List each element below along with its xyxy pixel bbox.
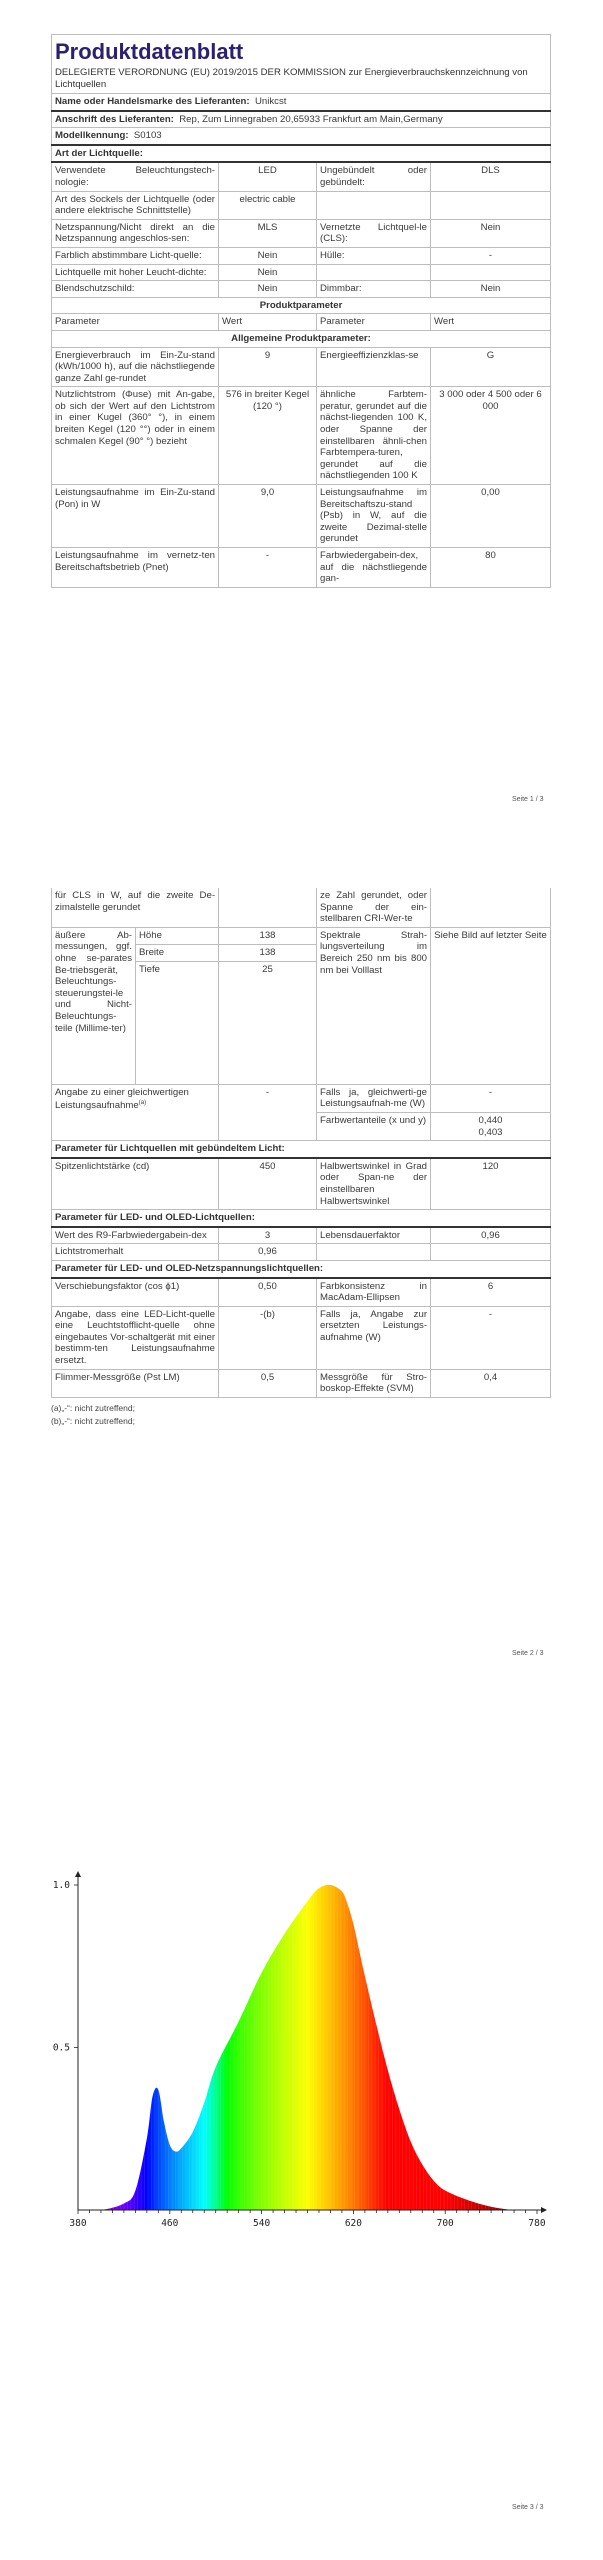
- column-header: Wert: [219, 314, 317, 331]
- table-cell: [317, 264, 431, 281]
- table-row: [52, 347, 551, 387]
- table-cell: [431, 264, 551, 281]
- table-cell: Verwendete Beleuchtungstech-nologie:: [52, 162, 219, 191]
- datasheet-table-page-1: [51, 34, 551, 588]
- led-oled-heading: Parameter für LED- und OLED-Lichtquellen:: [52, 1210, 551, 1227]
- supplier-address-label: Anschrift des Lieferanten:: [55, 113, 174, 125]
- x-axis-arrow: [541, 2207, 547, 2213]
- y-tick-label: 1.0: [52, 1880, 70, 1891]
- table-row: [52, 1227, 551, 1244]
- table-cell: Messgröße für Stro-boskop-Effekte (SVM): [317, 1369, 431, 1397]
- x-tick-label: 540: [253, 2218, 271, 2229]
- table-cell: -: [219, 548, 317, 588]
- column-header: Wert: [431, 314, 551, 331]
- column-header: Parameter: [317, 314, 431, 331]
- table-cell: Falls ja, Angabe zur ersetzten Leistungs-aufnahme (W): [317, 1306, 431, 1369]
- model-value: S0103: [133, 130, 162, 142]
- page-number: Seite 2 / 3: [512, 1650, 544, 1657]
- table-cell: 80: [431, 548, 551, 588]
- table-cell: Ungebündelt oder gebündelt:: [317, 162, 431, 191]
- table-cell: [431, 888, 551, 927]
- table-cell: Wert des R9-Farbwiedergabein-dex: [52, 1227, 219, 1244]
- table-cell: Angabe, dass eine LED-Licht-quelle eine Leuchtstofflicht-quelle ohne eingebautes Vor-schaltgerät mit einer bestimm-ten Leistungsaufnahme ersetzt.: [52, 1306, 219, 1369]
- table-cell: 576 in breiter Kegel (120 °): [219, 387, 317, 485]
- table-cell: Verschiebungsfaktor (cos ϕ1): [52, 1278, 219, 1307]
- spectrum-area: [78, 1885, 537, 2211]
- table-cell: 138: [219, 927, 317, 944]
- spectrum-chart: [0, 1820, 603, 2300]
- table-cell: Blendschutzschild:: [52, 281, 219, 298]
- table-cell: 450: [219, 1158, 317, 1210]
- table-cell: Nein: [219, 247, 317, 264]
- table-cell: 0,50: [219, 1278, 317, 1307]
- table-cell: [219, 888, 317, 927]
- table-cell: LED: [219, 162, 317, 191]
- table-cell: 0,4: [431, 1369, 551, 1397]
- table-cell: Vernetzte Lichtquel-le (CLS):: [317, 219, 431, 247]
- table-row: [52, 1369, 551, 1397]
- table-cell: [317, 191, 431, 219]
- page-number: Seite 1 / 3: [512, 796, 544, 803]
- page-title: Produktdatenblatt: [55, 39, 244, 64]
- dimensions-label: äußere Ab-messungen, ggf. ohne se-parates Be-triebsgerät, Beleuchtungs-steuerungstei-le und Nicht-Beleuchtungs-teile (Millime-ter): [52, 927, 136, 1084]
- footnote-ref: (a): [138, 1100, 147, 1107]
- table-cell: 3 000 oder 4 500 oder 6 000: [431, 387, 551, 485]
- directional-heading: Parameter für Lichtquellen mit gebündeltem Licht:: [52, 1141, 551, 1158]
- table-cell: 0,440: [478, 1114, 503, 1126]
- table-row: [52, 485, 551, 548]
- table-row: [52, 162, 551, 191]
- table-row: [52, 247, 551, 264]
- table-row: [52, 888, 551, 927]
- table-row: [52, 1158, 551, 1210]
- table-cell: Dimmbar:: [317, 281, 431, 298]
- table-row: [52, 264, 551, 281]
- table-cell: Leistungsaufnahme im Ein-Zu-stand (Pon) in W: [52, 485, 219, 548]
- footnotes: [51, 1402, 550, 1428]
- regulation-subtitle: DELEGIERTE VERORDNUNG (EU) 2019/2015 DER KOMMISSION zur Energieverbrauchskennzeichnung von Lichtquellen: [55, 67, 528, 90]
- light-source-heading: Art der Lichtquelle:: [52, 145, 551, 163]
- table-cell: Tiefe: [136, 961, 219, 1084]
- table-cell: für CLS in W, auf die zweite De-zimalstelle gerundet: [52, 888, 219, 927]
- table-cell: Energieeffizienzklas-se: [317, 347, 431, 387]
- table-row: [52, 281, 551, 298]
- table-cell: Farbwertanteile (x und y): [317, 1112, 431, 1140]
- supplier-name-label: Name oder Handelsmarke des Lieferanten:: [55, 96, 250, 107]
- table-cell: Nein: [219, 264, 317, 281]
- x-tick-label: 460: [161, 2218, 179, 2229]
- table-row: [52, 219, 551, 247]
- table-cell: 3: [219, 1227, 317, 1244]
- table-cell: Leistungsaufnahme im vernetz-ten Bereitschaftsbetrieb (Pnet): [52, 548, 219, 588]
- model-label: Modellkennung:: [55, 130, 129, 142]
- table-cell: 138: [219, 944, 317, 961]
- table-cell: 6: [431, 1278, 551, 1307]
- page-number: Seite 3 / 3: [512, 2504, 544, 2511]
- table-cell: Art des Sockels der Lichtquelle (oder andere elektrische Schnittstelle): [52, 191, 219, 219]
- table-cell: Breite: [136, 944, 219, 961]
- table-row: [52, 1278, 551, 1307]
- table-cell: Flimmer-Messgröße (Pst LM): [52, 1369, 219, 1397]
- table-cell: Spitzenlichtstärke (cd): [52, 1158, 219, 1210]
- table-cell: G: [431, 347, 551, 387]
- table-cell: Halbwertswinkel in Grad oder Span-ne der einstellbaren Halbwertswinkel: [317, 1158, 431, 1210]
- column-header-row: [52, 314, 551, 331]
- general-params-heading: Allgemeine Produktparameter:: [52, 330, 551, 347]
- footnote-b: (b)„-“: nicht zutreffend;: [51, 1415, 135, 1426]
- x-tick-label: 620: [344, 2218, 362, 2229]
- table-cell: electric cable: [219, 191, 317, 219]
- x-tick-label: 380: [69, 2218, 87, 2229]
- table-cell: -: [219, 1084, 317, 1140]
- table-cell: 0,96: [431, 1227, 551, 1244]
- table-cell: 9,0: [219, 485, 317, 548]
- table-cell: ähnliche Farbtem-peratur, gerundet auf die nächst-liegenden 100 K, oder Spanne der einstellbaren ähnli-chen Farbtempera-turen, gerundet auf die nächstliegenden 100 K: [317, 387, 431, 485]
- table-cell: Netzspannung/Nicht direkt an die Netzspannung angeschlos-sen:: [52, 219, 219, 247]
- led-oled-mains-heading: Parameter für LED- und OLED-Netzspannungslichtquellen:: [52, 1260, 551, 1277]
- datasheet-table-page-2: [51, 888, 551, 1398]
- table-cell: Angabe zu einer gleichwertigen Leistungsaufnahme: [55, 1086, 189, 1112]
- table-cell: -: [431, 1084, 551, 1112]
- supplier-name-value: Unikcst: [254, 96, 287, 107]
- table-cell: ze Zahl gerundet, oder Spanne der ein-stellbaren CRI-Wer-te: [317, 888, 431, 927]
- table-cell: Farbkonsistenz in MacAdam-Ellipsen: [317, 1278, 431, 1307]
- table-row: [52, 387, 551, 485]
- table-row: [52, 1244, 551, 1261]
- table-cell: Siehe Bild auf letzter Seite: [431, 927, 551, 1084]
- table-cell: 0,96: [219, 1244, 317, 1261]
- page-1: [0, 0, 603, 820]
- table-cell: Energieverbrauch im Ein-Zu-stand (kWh/1000 h), auf die nächstliegende ganze Zahl ge-rundet: [52, 347, 219, 387]
- table-cell: Hülle:: [317, 247, 431, 264]
- product-params-heading: Produktparameter: [52, 297, 551, 314]
- table-cell: Nein: [219, 281, 317, 298]
- table-cell: [317, 1244, 431, 1261]
- supplier-address-value: Rep, Zum Linnegraben 20,65933 Frankfurt am Main,Germany: [179, 113, 443, 125]
- page-3: [0, 1760, 603, 2560]
- table-cell: Höhe: [136, 927, 219, 944]
- table-row: [52, 191, 551, 219]
- column-header: Parameter: [52, 314, 219, 331]
- table-cell: 0,00: [431, 485, 551, 548]
- footnote-a: (a)„-“: nicht zutreffend;: [51, 1402, 135, 1413]
- table-cell: DLS: [431, 162, 551, 191]
- table-cell: 0,5: [219, 1369, 317, 1397]
- table-row: [52, 1306, 551, 1369]
- table-cell: 9: [219, 347, 317, 387]
- table-cell: Spektrale Strah-lungsverteilung im Bereich 250 nm bis 800 nm bei Volllast: [317, 927, 431, 1084]
- table-cell: 120: [431, 1158, 551, 1210]
- x-tick-label: 780: [528, 2218, 546, 2229]
- table-row: [52, 1084, 551, 1112]
- table-row: [52, 927, 551, 944]
- table-cell: MLS: [219, 219, 317, 247]
- table-cell: 0,403: [478, 1126, 503, 1138]
- page-2: [0, 880, 603, 1680]
- table-cell: Lebensdauerfaktor: [317, 1227, 431, 1244]
- y-tick-label: 0.5: [52, 2042, 70, 2054]
- table-cell: -: [431, 247, 551, 264]
- table-cell: Farblich abstimmbare Licht-quelle:: [52, 247, 219, 264]
- table-cell: -(b): [219, 1306, 317, 1369]
- table-cell: -: [431, 1306, 551, 1369]
- y-axis-arrow: [75, 1871, 81, 1877]
- table-cell: Lichtquelle mit hoher Leucht-dichte:: [52, 264, 219, 281]
- table-cell: [431, 191, 551, 219]
- table-cell: Lichtstromerhalt: [52, 1244, 219, 1261]
- table-cell: Leistungsaufnahme im Bereitschaftszu-stand (Psb) in W, auf die zweite Dezimal-stelle gerundet: [317, 485, 431, 548]
- table-cell: Nein: [431, 219, 551, 247]
- table-cell: 25: [219, 961, 317, 1084]
- table-cell: [431, 1244, 551, 1261]
- table-cell: Nutzlichtstrom (Φuse) mit An-gabe, ob sich der Wert auf den Lichtstrom in einer Kugel (360° °), in einem breiten Kegel (120 °°) oder in einem schmalen Kegel (90° °) bezieht: [52, 387, 219, 485]
- table-cell: Nein: [431, 281, 551, 298]
- table-cell: Farbwiedergabein-dex, auf die nächstliegende gan-: [317, 548, 431, 588]
- x-tick-label: 700: [436, 2218, 454, 2229]
- table-cell: Falls ja, gleichwerti-ge Leistungsaufnah-me (W): [317, 1084, 431, 1112]
- table-row: [52, 548, 551, 588]
